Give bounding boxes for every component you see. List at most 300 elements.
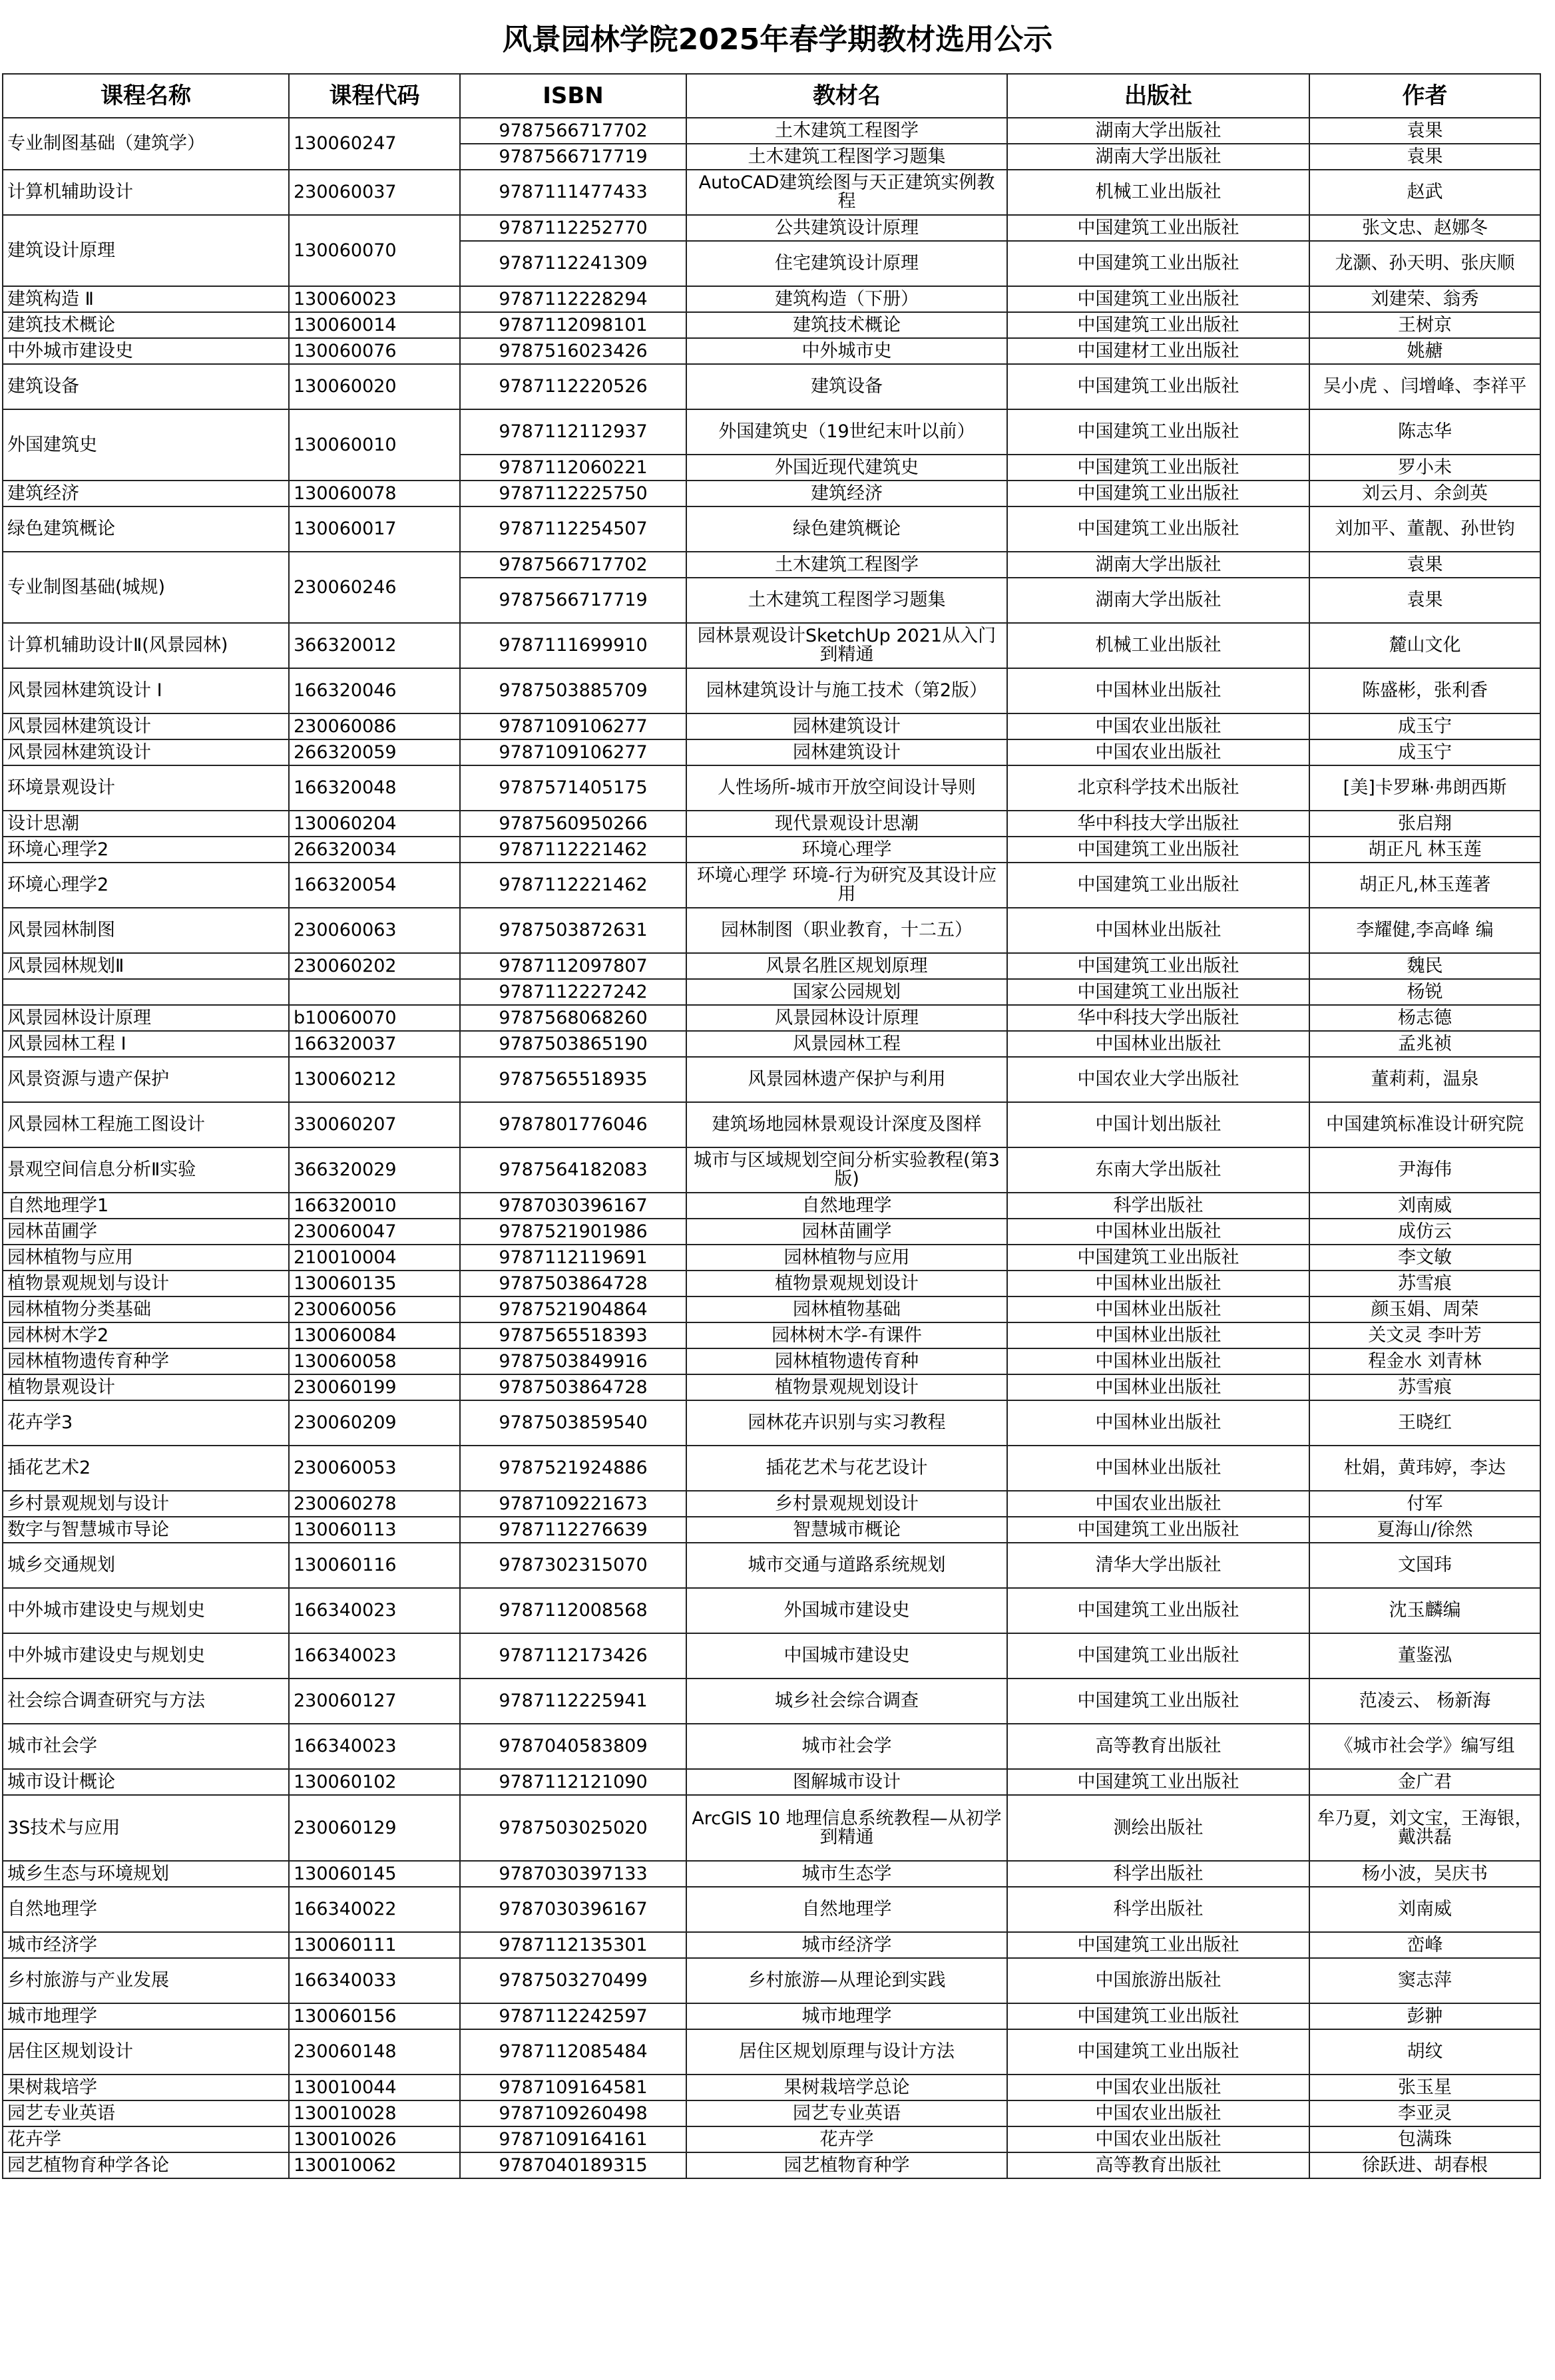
course-name-cell: 城市地理学 (3, 2003, 289, 2029)
table-row (3, 1932, 1540, 1958)
publisher-cell: 中国林业出版社 (1007, 1271, 1309, 1296)
book-title-cell: 外国近现代建筑史 (686, 455, 1007, 481)
publisher-cell: 测绘出版社 (1007, 1795, 1309, 1861)
author-cell: 陈盛彬，张利香 (1309, 668, 1540, 713)
publisher-cell: 中国建筑工业出版社 (1007, 1588, 1309, 1633)
author-cell: 胡正凡 林玉莲 (1309, 837, 1540, 863)
course-name-cell: 风景园林工程 Ⅰ (3, 1031, 289, 1057)
publisher-cell: 中国农业出版社 (1007, 1491, 1309, 1517)
course-name-cell: 城市经济学 (3, 1932, 289, 1958)
course-code-cell: 166340023 (289, 1633, 460, 1679)
isbn-cell: 9787109221673 (460, 1491, 686, 1517)
table-row (3, 481, 1540, 506)
book-title-cell: 自然地理学 (686, 1887, 1007, 1932)
course-code-cell: 130060010 (289, 409, 460, 481)
course-code-cell: 130060135 (289, 1271, 460, 1296)
author-cell: 麓山文化 (1309, 623, 1540, 668)
author-cell: 张启翔 (1309, 811, 1540, 837)
course-name-cell: 中外城市建设史与规划史 (3, 1588, 289, 1633)
course-name-cell: 园林树木学2 (3, 1322, 289, 1348)
course-name-cell: 城乡生态与环境规划 (3, 1861, 289, 1887)
course-code-cell: 130010062 (289, 2152, 460, 2178)
author-cell: 刘南威 (1309, 1887, 1540, 1932)
course-name-cell: 建筑构造 Ⅱ (3, 286, 289, 312)
table-row (3, 863, 1540, 908)
publisher-cell: 中国建筑工业出版社 (1007, 1769, 1309, 1795)
publisher-cell: 中国计划出版社 (1007, 1102, 1309, 1147)
course-name-cell: 园林植物遗传育种学 (3, 1348, 289, 1374)
textbook-table (2, 73, 1541, 2179)
isbn-cell: 9787112008568 (460, 1588, 686, 1633)
author-cell: 中国建筑标准设计研究院 (1309, 1102, 1540, 1147)
publisher-cell: 中国建筑工业出版社 (1007, 2029, 1309, 2075)
isbn-cell: 9787040189315 (460, 2152, 686, 2178)
course-name-cell: 环境心理学2 (3, 837, 289, 863)
table-row (3, 1724, 1540, 1769)
isbn-cell: 9787111477433 (460, 170, 686, 215)
publisher-cell: 机械工业出版社 (1007, 170, 1309, 215)
course-code-cell: 130060020 (289, 364, 460, 409)
table-row (3, 364, 1540, 409)
course-name-cell: 花卉学 (3, 2126, 289, 2152)
course-name-cell: 风景园林设计原理 (3, 1005, 289, 1031)
course-code-cell: 230060056 (289, 1296, 460, 1322)
table-row (3, 2126, 1540, 2152)
table-row (3, 739, 1540, 765)
course-name-cell: 建筑设备 (3, 364, 289, 409)
course-code-cell: 130060084 (289, 1322, 460, 1348)
author-cell: 夏海山/徐然 (1309, 1517, 1540, 1543)
table-row (3, 312, 1540, 338)
course-code-cell: 130010028 (289, 2100, 460, 2126)
book-title-cell: 园林建筑设计 (686, 739, 1007, 765)
course-code-cell: 130010044 (289, 2075, 460, 2100)
book-title-cell: 园林景观设计SketchUp 2021从入门到精通 (686, 623, 1007, 668)
author-cell: 颜玉娟、周荣 (1309, 1296, 1540, 1322)
course-code-cell: 330060207 (289, 1102, 460, 1147)
book-title-cell: 土木建筑工程图学习题集 (686, 144, 1007, 170)
author-cell: 峦峰 (1309, 1932, 1540, 1958)
course-name-cell: 园艺植物育种学各论 (3, 2152, 289, 2178)
course-code-cell: 230060148 (289, 2029, 460, 2075)
isbn-cell: 9787565518935 (460, 1057, 686, 1102)
isbn-cell: 9787112135301 (460, 1932, 686, 1958)
table-row (3, 2003, 1540, 2029)
course-name-cell: 数字与智慧城市导论 (3, 1517, 289, 1543)
publisher-cell: 中国林业出版社 (1007, 908, 1309, 953)
table-row (3, 953, 1540, 979)
isbn-cell: 9787030396167 (460, 1193, 686, 1219)
book-title-cell: 城市交通与道路系统规划 (686, 1543, 1007, 1588)
course-name-cell: 3S技术与应用 (3, 1795, 289, 1861)
course-code-cell: 130060014 (289, 312, 460, 338)
book-title-cell: 风景名胜区规划原理 (686, 953, 1007, 979)
author-cell: 袁果 (1309, 578, 1540, 623)
publisher-cell: 中国农业大学出版社 (1007, 1057, 1309, 1102)
author-cell: 文国玮 (1309, 1543, 1540, 1588)
author-cell: 成仿云 (1309, 1219, 1540, 1245)
author-cell: 董鉴泓 (1309, 1633, 1540, 1679)
isbn-cell: 9787030396167 (460, 1887, 686, 1932)
publisher-cell: 中国建筑工业出版社 (1007, 215, 1309, 241)
isbn-cell: 9787112228294 (460, 286, 686, 312)
course-code-cell: 130060017 (289, 506, 460, 552)
author-cell: 李文敏 (1309, 1245, 1540, 1271)
course-name-cell: 园林苗圃学 (3, 1219, 289, 1245)
course-code-cell: 230060246 (289, 552, 460, 623)
course-name-cell: 园艺专业英语 (3, 2100, 289, 2126)
publisher-cell: 机械工业出版社 (1007, 623, 1309, 668)
book-title-cell: 绿色建筑概论 (686, 506, 1007, 552)
isbn-cell: 9787112060221 (460, 455, 686, 481)
course-code-cell: 166320037 (289, 1031, 460, 1057)
isbn-cell: 9787503864728 (460, 1271, 686, 1296)
author-cell: 董莉莉，温泉 (1309, 1057, 1540, 1102)
table-row (3, 552, 1540, 578)
book-title-cell: 城市经济学 (686, 1932, 1007, 1958)
course-code-cell: 130060078 (289, 481, 460, 506)
book-title-cell: 园林苗圃学 (686, 1219, 1007, 1245)
isbn-cell: 9787112276639 (460, 1517, 686, 1543)
book-title-cell: 城市生态学 (686, 1861, 1007, 1887)
course-name-cell: 环境心理学2 (3, 863, 289, 908)
publisher-cell: 中国建筑工业出版社 (1007, 979, 1309, 1005)
table-row (3, 1958, 1540, 2003)
table-body (3, 118, 1540, 2178)
course-code-cell: 166340033 (289, 1958, 460, 2003)
isbn-cell: 9787109164161 (460, 2126, 686, 2152)
isbn-cell: 9787503270499 (460, 1958, 686, 2003)
isbn-cell: 9787040583809 (460, 1724, 686, 1769)
table-row (3, 2152, 1540, 2178)
course-name-cell: 植物景观设计 (3, 1374, 289, 1400)
course-name-cell: 居住区规划设计 (3, 2029, 289, 2075)
publisher-cell: 华中科技大学出版社 (1007, 1005, 1309, 1031)
course-code-cell: 166340023 (289, 1588, 460, 1633)
course-name-cell: 计算机辅助设计Ⅱ(风景园林) (3, 623, 289, 668)
course-code-cell: 366320029 (289, 1147, 460, 1193)
course-name-cell: 专业制图基础（建筑学） (3, 118, 289, 170)
book-title-cell: 国家公园规划 (686, 979, 1007, 1005)
book-title-cell: 园林建筑设计 (686, 713, 1007, 739)
table-row (3, 1769, 1540, 1795)
isbn-cell: 9787566717702 (460, 552, 686, 578)
isbn-cell: 9787112097807 (460, 953, 686, 979)
isbn-cell: 9787112252770 (460, 215, 686, 241)
isbn-cell: 9787109164581 (460, 2075, 686, 2100)
course-name-cell: 风景园林建筑设计 Ⅰ (3, 668, 289, 713)
book-title-cell: 图解城市设计 (686, 1769, 1007, 1795)
isbn-cell: 9787109106277 (460, 713, 686, 739)
isbn-cell: 9787112112937 (460, 409, 686, 455)
course-name-cell: 风景园林工程施工图设计 (3, 1102, 289, 1147)
table-row (3, 1887, 1540, 1932)
isbn-cell: 9787112119691 (460, 1245, 686, 1271)
isbn-cell: 9787112227242 (460, 979, 686, 1005)
isbn-cell: 9787503885709 (460, 668, 686, 713)
publisher-cell: 湖南大学出版社 (1007, 578, 1309, 623)
header-course: 课程名称 (3, 74, 289, 118)
author-cell: 苏雪痕 (1309, 1374, 1540, 1400)
book-title-cell: 环境心理学 (686, 837, 1007, 863)
publisher-cell: 中国农业出版社 (1007, 2126, 1309, 2152)
author-cell: [美]卡罗琳·弗朗西斯 (1309, 765, 1540, 811)
publisher-cell: 中国农业出版社 (1007, 2075, 1309, 2100)
author-cell: 付军 (1309, 1491, 1540, 1517)
author-cell: 袁果 (1309, 118, 1540, 144)
header-author: 作者 (1309, 74, 1540, 118)
course-name-cell: 社会综合调查研究与方法 (3, 1679, 289, 1724)
course-code-cell: 166320054 (289, 863, 460, 908)
publisher-cell: 中国建筑工业出版社 (1007, 241, 1309, 286)
course-name-cell: 果树栽培学 (3, 2075, 289, 2100)
course-code-cell: 230060053 (289, 1446, 460, 1491)
book-title-cell: 园林植物基础 (686, 1296, 1007, 1322)
course-code-cell: 366320012 (289, 623, 460, 668)
table-row (3, 1102, 1540, 1147)
author-cell: 姚赯 (1309, 338, 1540, 364)
book-title-cell: 建筑场地园林景观设计深度及图样 (686, 1102, 1007, 1147)
table-row (3, 1147, 1540, 1193)
publisher-cell: 东南大学出版社 (1007, 1147, 1309, 1193)
book-title-cell: AutoCAD建筑绘图与天正建筑实例教程 (686, 170, 1007, 215)
publisher-cell: 中国林业出版社 (1007, 1322, 1309, 1348)
book-title-cell: 自然地理学 (686, 1193, 1007, 1219)
isbn-cell: 9787801776046 (460, 1102, 686, 1147)
publisher-cell: 科学出版社 (1007, 1861, 1309, 1887)
book-title-cell: 园林建筑设计与施工技术（第2版） (686, 668, 1007, 713)
publisher-cell: 华中科技大学出版社 (1007, 811, 1309, 837)
author-cell: 张文忠、赵娜冬 (1309, 215, 1540, 241)
author-cell: 王晓红 (1309, 1400, 1540, 1446)
author-cell: 李亚灵 (1309, 2100, 1540, 2126)
table-row (3, 2029, 1540, 2075)
book-title-cell: 人性场所-城市开放空间设计导则 (686, 765, 1007, 811)
isbn-cell: 9787112221462 (460, 837, 686, 863)
course-name-cell: 中外城市建设史 (3, 338, 289, 364)
course-code-cell: 166320048 (289, 765, 460, 811)
book-title-cell: 城市地理学 (686, 2003, 1007, 2029)
course-code-cell: 230060199 (289, 1374, 460, 1400)
table-row (3, 506, 1540, 552)
isbn-cell: 9787521904864 (460, 1296, 686, 1322)
book-title-cell: 建筑构造（下册） (686, 286, 1007, 312)
publisher-cell: 中国林业出版社 (1007, 1446, 1309, 1491)
table-row (3, 908, 1540, 953)
course-name-cell: 中外城市建设史与规划史 (3, 1633, 289, 1679)
publisher-cell: 高等教育出版社 (1007, 1724, 1309, 1769)
book-title-cell: 外国城市建设史 (686, 1588, 1007, 1633)
course-code-cell (289, 979, 460, 1005)
table-row (3, 1400, 1540, 1446)
author-cell: 袁果 (1309, 144, 1540, 170)
publisher-cell: 中国建筑工业出版社 (1007, 506, 1309, 552)
course-name-cell: 景观空间信息分析Ⅱ实验 (3, 1147, 289, 1193)
book-title-cell: ArcGIS 10 地理信息系统教程—从初学到精通 (686, 1795, 1007, 1861)
course-code-cell: 230060202 (289, 953, 460, 979)
course-name-cell: 绿色建筑概论 (3, 506, 289, 552)
publisher-cell: 中国建筑工业出版社 (1007, 481, 1309, 506)
isbn-cell: 9787112225750 (460, 481, 686, 506)
course-code-cell: 266320034 (289, 837, 460, 863)
publisher-cell: 中国建筑工业出版社 (1007, 1517, 1309, 1543)
author-cell: 王树京 (1309, 312, 1540, 338)
publisher-cell: 中国农业出版社 (1007, 2100, 1309, 2126)
course-code-cell: 210010004 (289, 1245, 460, 1271)
course-name-cell: 花卉学3 (3, 1400, 289, 1446)
table-row (3, 811, 1540, 837)
book-title-cell: 园林制图（职业教育，十二五） (686, 908, 1007, 953)
course-code-cell: 130060023 (289, 286, 460, 312)
book-title-cell: 风景园林工程 (686, 1031, 1007, 1057)
table-row (3, 837, 1540, 863)
publisher-cell: 中国林业出版社 (1007, 1374, 1309, 1400)
table-row (3, 1296, 1540, 1322)
publisher-cell: 湖南大学出版社 (1007, 144, 1309, 170)
course-code-cell: 130060102 (289, 1769, 460, 1795)
course-name-cell: 环境景观设计 (3, 765, 289, 811)
table-row (3, 1491, 1540, 1517)
table-row (3, 1193, 1540, 1219)
table-row (3, 1679, 1540, 1724)
publisher-cell: 中国建筑工业出版社 (1007, 953, 1309, 979)
table-row (3, 1057, 1540, 1102)
publisher-cell: 中国建筑工业出版社 (1007, 1679, 1309, 1724)
table-row (3, 2075, 1540, 2100)
course-name-cell: 风景园林规划Ⅱ (3, 953, 289, 979)
course-name-cell: 风景园林制图 (3, 908, 289, 953)
isbn-cell: 9787566717719 (460, 144, 686, 170)
course-name-cell: 风景园林建筑设计 (3, 713, 289, 739)
table-row (3, 409, 1540, 455)
course-name-cell: 乡村旅游与产业发展 (3, 1958, 289, 2003)
table-row (3, 338, 1540, 364)
author-cell: 杨小波，吴庆书 (1309, 1861, 1540, 1887)
table-row (3, 1861, 1540, 1887)
isbn-cell: 9787109106277 (460, 739, 686, 765)
isbn-cell: 9787560950266 (460, 811, 686, 837)
course-code-cell: 230060063 (289, 908, 460, 953)
publisher-cell: 湖南大学出版社 (1007, 552, 1309, 578)
course-code-cell: b10060070 (289, 1005, 460, 1031)
publisher-cell: 高等教育出版社 (1007, 2152, 1309, 2178)
book-title-cell: 建筑经济 (686, 481, 1007, 506)
table-row (3, 1588, 1540, 1633)
author-cell: 张玉星 (1309, 2075, 1540, 2100)
course-code-cell: 166340023 (289, 1724, 460, 1769)
publisher-cell: 中国林业出版社 (1007, 1219, 1309, 1245)
publisher-cell: 中国建筑工业出版社 (1007, 1633, 1309, 1679)
course-name-cell: 城乡交通规划 (3, 1543, 289, 1588)
author-cell: 窦志萍 (1309, 1958, 1540, 2003)
isbn-cell: 9787111699910 (460, 623, 686, 668)
course-code-cell: 266320059 (289, 739, 460, 765)
table-row (3, 668, 1540, 713)
course-name-cell: 乡村景观规划与设计 (3, 1491, 289, 1517)
course-name-cell: 风景园林建筑设计 (3, 739, 289, 765)
isbn-cell: 9787568068260 (460, 1005, 686, 1031)
course-code-cell: 130060058 (289, 1348, 460, 1374)
table-row (3, 1271, 1540, 1296)
course-name-cell: 外国建筑史 (3, 409, 289, 481)
table-row (3, 1031, 1540, 1057)
isbn-cell: 9787565518393 (460, 1322, 686, 1348)
author-cell: 《城市社会学》编写组 (1309, 1724, 1540, 1769)
publisher-cell: 中国建筑工业出版社 (1007, 312, 1309, 338)
course-name-cell: 植物景观规划与设计 (3, 1271, 289, 1296)
page-title: 风景园林学院2025年春学期教材选用公示 (502, 23, 1053, 57)
course-code-cell: 130060070 (289, 215, 460, 286)
isbn-cell: 9787112220526 (460, 364, 686, 409)
book-title-cell: 插花艺术与花艺设计 (686, 1446, 1007, 1491)
book-title-cell: 建筑设备 (686, 364, 1007, 409)
author-cell: 牟乃夏，刘文宝，王海银，戴洪磊 (1309, 1795, 1540, 1861)
isbn-cell: 9787566717702 (460, 118, 686, 144)
course-code-cell: 130060156 (289, 2003, 460, 2029)
publisher-cell: 湖南大学出版社 (1007, 118, 1309, 144)
course-name-cell: 专业制图基础(城规) (3, 552, 289, 623)
book-title-cell: 城乡社会综合调查 (686, 1679, 1007, 1724)
publisher-cell: 中国建筑工业出版社 (1007, 409, 1309, 455)
book-title-cell: 外国建筑史（19世纪末叶以前） (686, 409, 1007, 455)
book-title-cell: 土木建筑工程图学习题集 (686, 578, 1007, 623)
isbn-cell: 9787109260498 (460, 2100, 686, 2126)
publisher-cell: 中国林业出版社 (1007, 1348, 1309, 1374)
author-cell: 陈志华 (1309, 409, 1540, 455)
author-cell: 徐跃进、胡春根 (1309, 2152, 1540, 2178)
author-cell: 刘南威 (1309, 1193, 1540, 1219)
publisher-cell: 中国建筑工业出版社 (1007, 863, 1309, 908)
author-cell: 金广君 (1309, 1769, 1540, 1795)
book-title-cell: 乡村旅游—从理论到实践 (686, 1958, 1007, 2003)
isbn-cell: 9787516023426 (460, 338, 686, 364)
table-row (3, 1005, 1540, 1031)
author-cell: 关文灵 李叶芳 (1309, 1322, 1540, 1348)
author-cell: 胡纹 (1309, 2029, 1540, 2075)
publisher-cell: 中国林业出版社 (1007, 1400, 1309, 1446)
author-cell: 杨锐 (1309, 979, 1540, 1005)
isbn-cell: 9787566717719 (460, 578, 686, 623)
course-name-cell: 自然地理学1 (3, 1193, 289, 1219)
publisher-cell: 中国林业出版社 (1007, 1031, 1309, 1057)
isbn-cell: 9787521901986 (460, 1219, 686, 1245)
book-title-cell: 园艺植物育种学 (686, 2152, 1007, 2178)
publisher-cell: 中国建筑工业出版社 (1007, 455, 1309, 481)
table-row (3, 1446, 1540, 1491)
course-code-cell: 130060247 (289, 118, 460, 170)
table-row (3, 765, 1540, 811)
isbn-cell: 9787112121090 (460, 1769, 686, 1795)
isbn-cell: 9787302315070 (460, 1543, 686, 1588)
table-row (3, 623, 1540, 668)
course-name-cell: 城市设计概论 (3, 1769, 289, 1795)
isbn-cell: 9787112085484 (460, 2029, 686, 2075)
isbn-cell: 9787503859540 (460, 1400, 686, 1446)
book-title-cell: 公共建筑设计原理 (686, 215, 1007, 241)
author-cell: 刘云月、余剑英 (1309, 481, 1540, 506)
table-row (3, 1348, 1540, 1374)
book-title-cell: 园林花卉识别与实习教程 (686, 1400, 1007, 1446)
publisher-cell: 中国旅游出版社 (1007, 1958, 1309, 2003)
author-cell: 成玉宁 (1309, 739, 1540, 765)
course-code-cell: 230060047 (289, 1219, 460, 1245)
book-title-cell: 园林植物遗传育种 (686, 1348, 1007, 1374)
publisher-cell: 中国建筑工业出版社 (1007, 2003, 1309, 2029)
author-cell: 杜娟，黄玮婷，李达 (1309, 1446, 1540, 1491)
publisher-cell: 中国农业出版社 (1007, 739, 1309, 765)
header-book: 教材名 (686, 74, 1007, 118)
publisher-cell: 北京科学技术出版社 (1007, 765, 1309, 811)
